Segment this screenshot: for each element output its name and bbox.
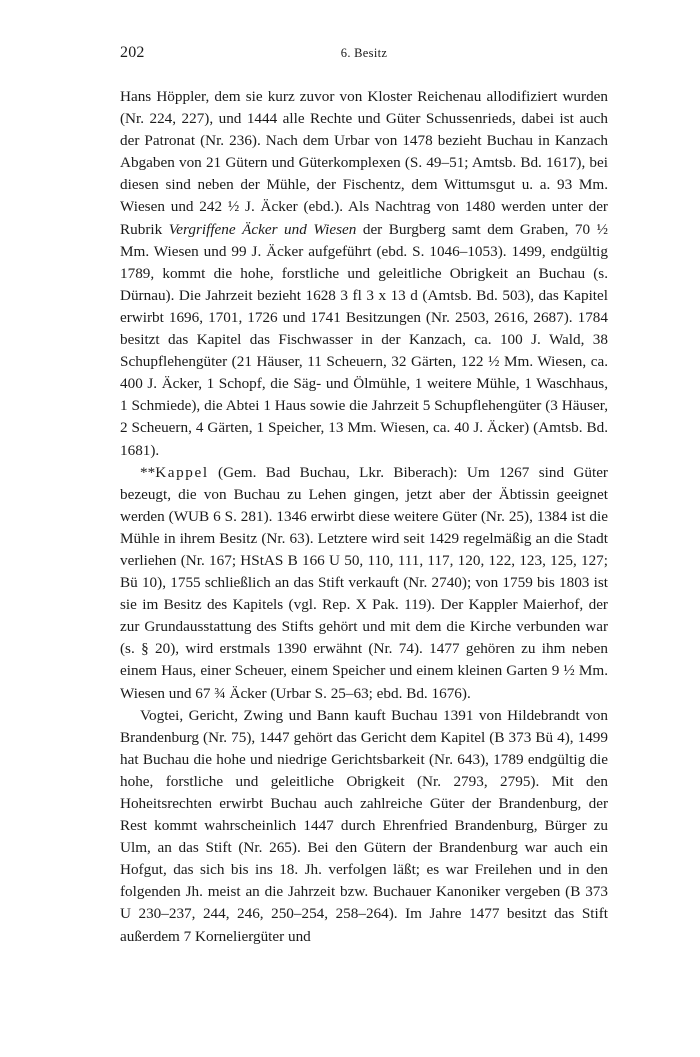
paragraph-text: der Burgberg samt dem Graben, 70 ½ Mm. Wiesen und 99 J. Äcker aufgeführt (ebd. S. 1046–1053). 1499, endgültig 1789, kommt die hohe, forstliche und geleitliche Obrigkeit an Buchau (s. Dürnau). Die Jahrzeit bezieht 1628 3 fl 3 x 13 d (Amtsb. Bd. 503), das Kapitel erwirbt 1696, 1701, 1726 und 1741 Besitzungen (Nr. 2503, 2616, 2687). 1784 besitzt das Kapitel das Fischwasser in der Kanzach, ca. 100 J. Wald, 38 Schupflehengüter (21 Häuser, 11 Scheuern, 32 Gärten, 122 ½ Mm. Wiesen, ca. 400 J. Äcker, 1 Schopf, die Säg- und Ölmühle, 1 weitere Mühle, 1 Waschhaus, 1 Schmiede), die Abtei 1 Haus sowie die Jahrzeit 5 Schupflehengüter (3 Häuser, 2 Scheuern, 4 Gärten, 1 Speicher, 13 Mm. Wiesen, ca. 40 J. Äcker) (Amtsb. Bd. 1681). bbox=[120, 220, 608, 459]
body-text bbox=[120, 86, 608, 948]
paragraph-kappel bbox=[120, 462, 608, 705]
italic-rubric: Vergriffene Äcker und Wiesen bbox=[168, 220, 357, 238]
entry-place-name: Kappel bbox=[155, 463, 209, 481]
entry-marker: ** bbox=[140, 463, 156, 481]
paragraph-kanzach bbox=[120, 86, 608, 462]
running-head: 6. Besitz bbox=[340, 46, 388, 60]
paragraph-text: (Gem. Bad Buchau, Lkr. Biberach): Um 1267 sind Güter bezeugt, die von Buchau zu Lehen gingen, jetzt aber der Äbtissin geeignet werden (WUB 6 S. 281). 1346 erwirbt diese weitere Güter (Nr. 25), 1384 ist die Mühle in ihrem Besitz (Nr. 63). Letztere wird seit 1429 regelmäßig an die Stadt verliehen (Nr. 167; HStAS B 166 U 50, 110, 111, 117, 120, 122, 123, 125, 127; Bü 10), 1755 schließlich an das Stift verkauft (Nr. 2740); von 1759 bis 1803 ist sie im Besitz des Kapitels (vgl. Rep. X Pak. 119). Der Kappler Maierhof, der zur Grundausstattung des Stifts gehört und mit dem die Kirche verbunden war (s. § 20), wird erstmals 1390 erwähnt (Nr. 74). 1477 gehören zu ihm neben einem Haus, einer Scheuer, einem Speicher und einem kleinen Garten 9 ½ Mm. Wiesen und 67 ¾ Äcker (Urbar S. 25–63; ebd. Bd. 1676). bbox=[120, 463, 608, 702]
paragraph-text: Hans Höppler, dem sie kurz zuvor von Kloster Reichenau allodifiziert wurden (Nr. 224, 227), und 1444 alle Rechte und Güter Schussenrieds, dabei ist auch der Patronat (Nr. 236). Nach dem Urbar von 1478 bezieht Buchau in Kanzach Abgaben von 21 Gütern und Güterkomplexen (S. 49–51; Amtsb. Bd. 1617), bei diesen sind neben der Mühle, der Fischentz, dem Wittumsgut u. a. 93 Mm. Wiesen und 242 ½ J. Äcker (ebd.). Als Nachtrag von 1480 werden unter der Rubrik bbox=[120, 88, 608, 238]
book-page bbox=[120, 44, 608, 948]
page-number: 202 bbox=[120, 44, 145, 61]
page-header bbox=[120, 44, 608, 68]
paragraph-vogtei bbox=[120, 705, 608, 948]
paragraph-text: Vogtei, Gericht, Zwing und Bann kauft Buchau 1391 von Hildebrandt von Brandenburg (Nr. 75), 1447 gehört das Gericht dem Kapitel (B 373 Bü 4), 1499 hat Buchau die hohe und niedrige Gerichtsbarkeit (Nr. 643), 1789 endgültig die hohe, forstliche und geleitliche Obrigkeit (Nr. 2793, 2795). Mit den Hoheitsrechten erwirbt Buchau auch zahlreiche Güter der Brandenburg, der Rest kommt wahrscheinlich 1447 durch Ehrenfried Brandenburg, Bürger zu Ulm, an das Stift (Nr. 265). Bei den Gütern der Brandenburg war auch ein Hofgut, das sich bis ins 18. Jh. verfolgen läßt; es war Freilehen und in den folgenden Jh. meist an die Jahrzeit bzw. Buchauer Kanoniker vergeben (B 373 U 230–237, 244, 246, 250–254, 258–264). Im Jahre 1477 besitzt das Stift außerdem 7 Korneliergüter und bbox=[120, 706, 608, 945]
